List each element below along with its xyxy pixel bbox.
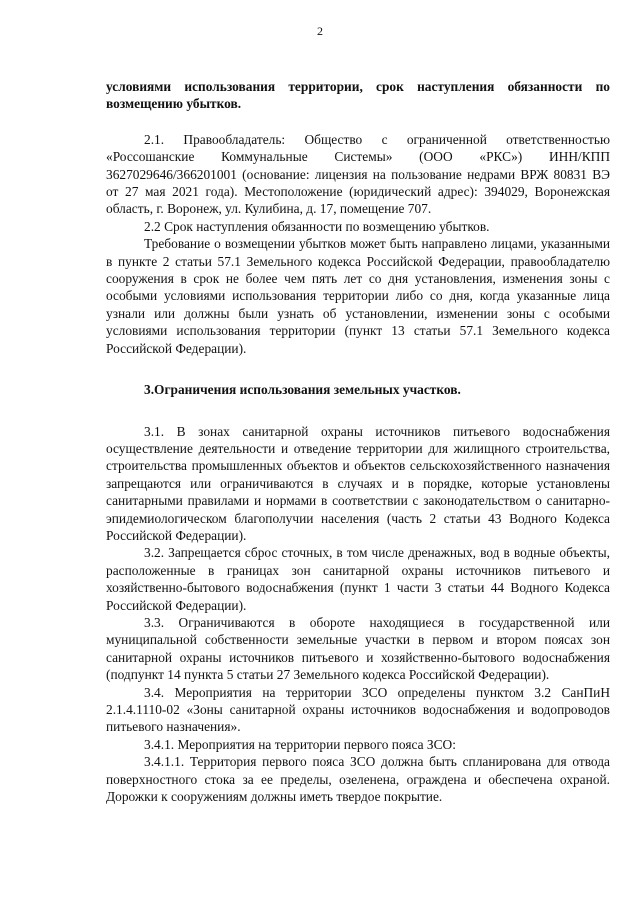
section-2-2-title: 2.2 Срок наступления обязанности по возмещению убытков. [144, 218, 490, 234]
page-number: 2 [317, 24, 323, 38]
section-3-3-paragraph: 3.3. Ограничиваются в обороте находящиеся в государственной или муниципальной собственности земельные участки в первом и втором поясах зон санитарной охраны источников питьевого и хозяйственно-бытового водоснабжения (подпункт 14 пункта 5 статьи 27 Земельного кодекса Российской Федерации). [106, 614, 610, 683]
section-3-2-paragraph: 3.2. Запрещается сброс сточных, в том числе дренажных, вод в водные объекты, расположенные в границах зон санитарной охраны источников питьевого и хозяйственно-бытового водоснабжения (пункт 1 части 3 статьи 44 Водного Кодекса Российской Федерации). [106, 545, 610, 613]
section-2-1-paragraph: 2.1. Правообладатель: Общество с ограниченной ответственностью «Россошанские Коммунальные Системы» (ООО «РКС») ИНН/КПП 3627029646/366201001 (основание: лицензия на пользование недрами ВРЖ 80831 ВЭ от 27 мая 2021 года). Местоположение (юридический адрес): 394029, Воронежская область, г. Воронеж, ул. Кулибина, д. 17, помещение 707. [106, 131, 610, 217]
section-3-1-paragraph: 3.1. В зонах санитарной охраны источников питьевого водоснабжения осуществление деятельности и отведение территории для жилищного строительства, строительства промышленных объектов и объектов сельскохозяйственного назначения запрещаются или ограничиваются в случаях и в порядке, которые установлены санитарными правилами и нормами в соответствии с законодательством о санитарно-эпидемиологическом благополучии населения (часть 2 статьи 43 Водного Кодекса Российской Федерации). [106, 423, 610, 543]
section-2-2-paragraph: Требование о возмещении убытков может быть направлено лицами, указанными в пункте 2 статьи 57.1 Земельного кодекса Российской Федерации, правообладателю сооружения в срок не более чем пять лет со дня установления, изменения зоны с особыми условиями использования территории либо со дня, когда указанные лица узнали или должны были узнать об установлении, изменении зоны с особыми условиями использования территории (пункт 13 статьи 57.1 Земельного кодекса Российской Федерации). [106, 236, 610, 356]
section-3-4-1-paragraph: 3.4.1. Мероприятия на территории первого пояса ЗСО: [144, 736, 456, 752]
intro-paragraph: условиями использования территории, срок наступления обязанности по возмещению убытков. [106, 79, 610, 112]
section-3-heading: 3.Ограничения использования земельных участков. [144, 382, 461, 398]
document-body [106, 78, 610, 805]
section-3-4-paragraph: 3.4. Мероприятия на территории ЗСО определены пунктом 3.2 СанПиН 2.1.4.1110-02 «Зоны санитарной охраны источников водоснабжения и водопроводов питьевого назначения». [106, 684, 610, 735]
section-3-4-1-1-paragraph: 3.4.1.1. Территория первого пояса ЗСО должна быть спланирована для отвода поверхностного стока за ее пределы, озеленена, ограждена и обеспечена охраной. Дорожки к сооружениям должны иметь твердое покрытие. [106, 754, 610, 805]
